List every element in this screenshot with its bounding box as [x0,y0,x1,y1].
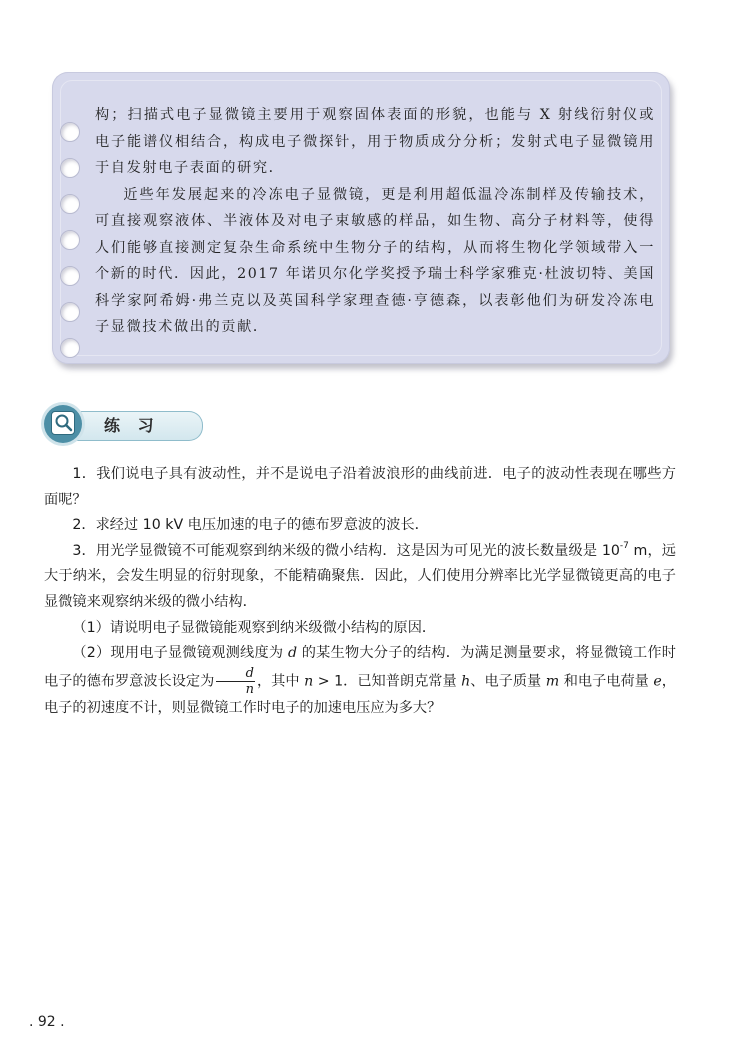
binder-ring-icon [60,122,80,142]
binder-ring-icon [60,302,80,322]
fraction [216,667,255,696]
section-title: 练 习 [104,416,160,435]
variable: h [461,673,471,690]
magnifier-icon [44,405,82,443]
variable: n [304,673,314,690]
exercise-text: （2）现用电子显微镜观测线度为 [72,645,288,662]
variable: e [653,673,662,690]
variable: d [287,645,298,662]
exercise-text: ，其中 [256,673,305,690]
exercise-text: m，远大于纳米，会发生明显的衍射现象，不能精确聚焦．因此，人们使用分辨率比光学显微镜更高的电子显微镜来观察纳米级的微小结构． [44,542,676,610]
binder-ring-icon [60,194,80,214]
exponent: -7 [619,540,629,551]
exercise-text: 3．用光学显微镜不可能观察到纳米级的微小结构．这是因为可见光的波长数量级是 10 [72,542,620,559]
exercise-item [44,539,676,616]
exercise-subitem [44,641,676,721]
binder-ring-icon [60,230,80,250]
exercise-list [44,462,676,721]
exercise-text: 的某生物大分子的结构．为满足测量要求，将显微镜工作时电子的德布罗意波长设定为 [44,645,676,690]
fraction-numerator: d [216,667,255,682]
exercise-text: 和电子电荷量 [559,673,654,690]
exercise-subitem: （1）请说明电子显微镜能观察到纳米级微小结构的原因． [72,619,437,636]
fraction-denominator: n [245,681,254,697]
exercise-text: > 1．已知普朗克常量 [313,673,462,690]
exercise-section-header [44,405,174,445]
binder-ring-icon [60,266,80,286]
variable: m [545,673,560,690]
binder-ring-icon [60,338,80,358]
exercise-text: ，电子的初速度不计，则显微镜工作时电子的加速电压应为多大？ [44,673,676,716]
page-number: . 92 . [29,1014,65,1030]
exercise-item: 2．求经过 10 kV 电压加速的电子的德布罗意波的波长． [72,517,429,534]
note-paragraph: 构；扫描式电子显微镜主要用于观察固体表面的形貌，也能与 X 射线衍射仪或电子能谱仪相结合，构成电子微探针，用于物质成分分析；发射式电子显微镜用于自发射电子表面的研究． [95,107,655,176]
note-text [95,102,655,341]
reading-note-box [52,72,670,364]
exercise-item: 1．我们说电子具有波动性，并不是说电子沿着波浪形的曲线前进．电子的波动性表现在哪些方面呢？ [44,466,676,508]
exercise-text: 、电子质量 [470,673,546,690]
note-paragraph: 近些年发展起来的冷冻电子显微镜，更是利用超低温冷冻制样及传输技术，可直接观察液体、半液体及对电子束敏感的样品，如生物、高分子材料等，使得人们能够直接测定复杂生命系统中生物分子的结构，从而将生物化学领域带入一个新的时代．因此，2017 年诺贝尔化学奖授予瑞士科学家雅克·杜波切特、美国科学家阿希姆·弗兰克以及英国科学家理查德·亨德森，以表彰他们为研发冷冻电子显微技术做出的贡献． [95,186,655,335]
binder-ring-icon [60,158,80,178]
